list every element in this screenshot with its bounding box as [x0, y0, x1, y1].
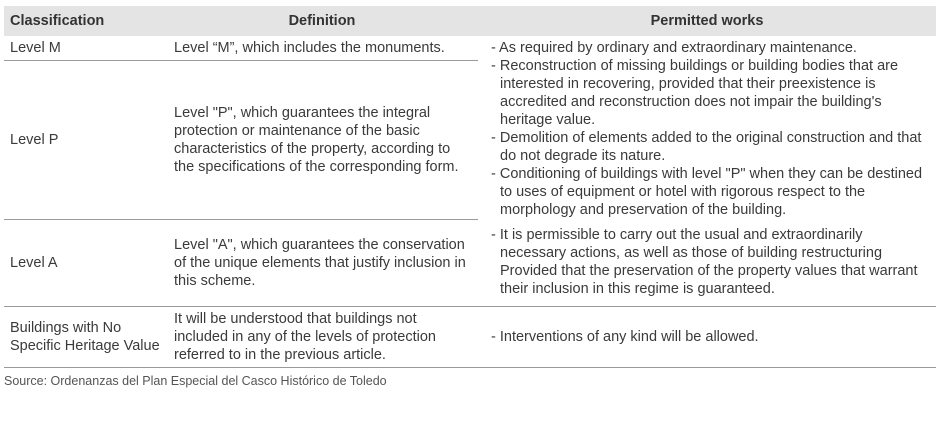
permitted-item: - Interventions of any kind will be allowed.: [491, 328, 759, 345]
table-row-no-heritage: [4, 306, 936, 367]
cell-classification-level-a: Level A: [4, 219, 166, 306]
permitted-item: - Demolition of elements added to the original construction and that do not degrade its nature.: [491, 130, 922, 164]
heritage-protection-table: [4, 6, 936, 368]
cell-classification-level-m: Level M: [4, 36, 166, 61]
cell-permitted-level-m-p: [478, 36, 936, 219]
table-header-row: [4, 6, 936, 36]
permitted-item: - Conditioning of buildings with level "P" when they can be destined to uses of equipment or hotel with rigorous respect to the morphology and preservation of the building.: [491, 166, 923, 218]
table-row-level-a: [4, 219, 936, 306]
cell-definition-no-heritage: It will be understood that buildings not included in any of the levels of protection referred to in the previous article.: [166, 306, 478, 367]
cell-permitted-no-heritage: [478, 306, 936, 367]
table-row-level-m: [4, 36, 936, 61]
cell-definition-level-p: Level "P", which guarantees the integral protection or maintenance of the basic characteristics of the property, according to the specifications of the corresponding form.: [166, 61, 478, 219]
cell-permitted-level-a: [478, 219, 936, 306]
cell-classification-no-heritage: Buildings with No Specific Heritage Value: [4, 306, 166, 367]
cell-classification-level-p: Level P: [4, 61, 166, 219]
header-definition: Definition: [166, 6, 478, 36]
permitted-item: - It is permissible to carry out the usual and extraordinarily necessary actions, as well as those of building restructuring Provided that the preservation of the property values that warrant their inclusion in this regime is guaranteed.: [491, 227, 918, 298]
header-permitted-works: Permitted works: [478, 6, 936, 36]
heritage-protection-table-container: [4, 6, 936, 388]
cell-definition-level-a: Level "A", which guarantees the conservation of the unique elements that justify inclusion in this scheme.: [166, 219, 478, 306]
permitted-item: - As required by ordinary and extraordinary maintenance.: [491, 40, 857, 56]
cell-definition-level-m: Level “M”, which includes the monuments.: [166, 36, 478, 61]
source-caption: Source: Ordenanzas del Plan Especial del Casco Histórico de Toledo: [4, 373, 387, 388]
header-classification: Classification: [4, 6, 166, 36]
permitted-item: - Reconstruction of missing buildings or building bodies that are interested in recovering, provided that their preexistence is accredited and reconstruction does not impair the building's heritage value.: [491, 58, 899, 128]
